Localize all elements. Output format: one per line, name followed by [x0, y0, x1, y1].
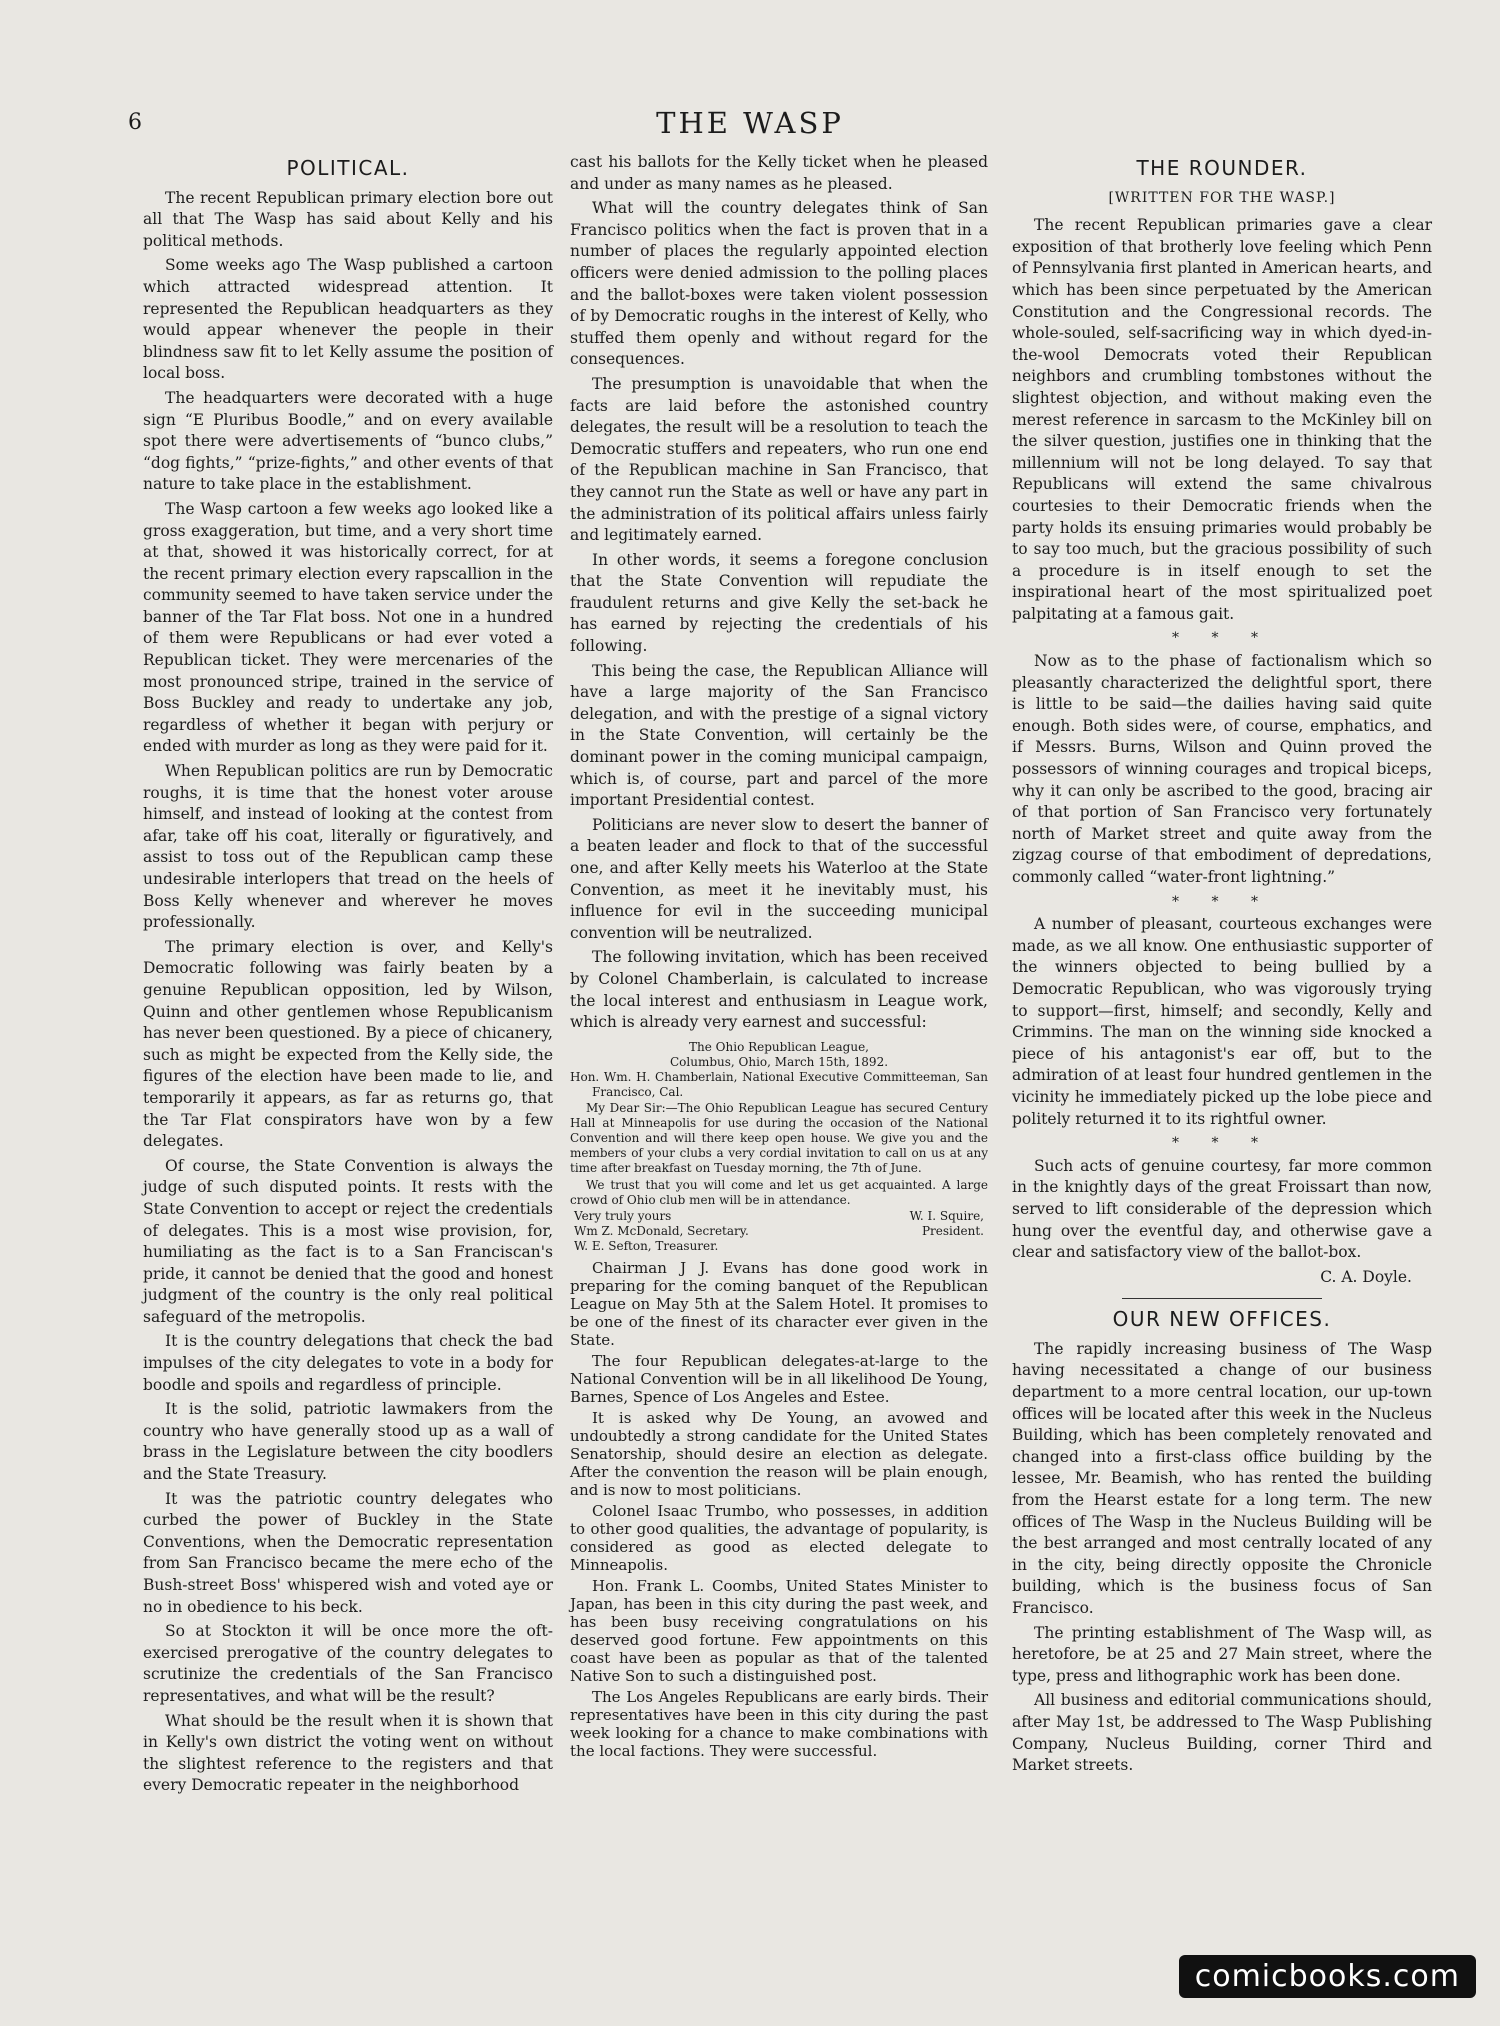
political-paragraph: The headquarters were decorated with a huge sign “E Pluribus Boodle,” and on every available spot there were advertisements of “bunco clubs,” “dog fights,” “prize-fights,” and other events of that nature to take place in the establishment. — [143, 388, 553, 494]
political-continued: The following invitation, which has been received by Colonel Chamberlain, is calculated to increase the local interest and enthusiasm in League work, which is already very earnest and successful: — [570, 948, 988, 1032]
section-break: * * * — [1172, 893, 1272, 910]
political-paragraph: It was the patriotic country delegates who curbed the power of Buckley in the State Conventions, when the Democratic representation from San Francisco became the mere echo of the Bush-street Boss' whispered wish and voted aye or no in obedience to his beck. — [143, 1489, 553, 1616]
offices-paragraph: The printing establishment of The Wasp will, as heretofore, be at 25 and 27 Main street, where the type, press and lithographic work has been done. — [1012, 1623, 1432, 1685]
invitation-letter — [570, 1040, 988, 1255]
letter-signoff — [570, 1224, 988, 1239]
political-note: It is asked why De Young, an avowed and undoubtedly a strong candidate for the United States Senatorship, should desire an election as delegate. After the convention the reason will be plain enough, and is now to most politicians. — [570, 1408, 988, 1499]
masthead: THE WASP — [656, 106, 844, 140]
section-break: * * * — [1172, 1135, 1272, 1152]
divider — [1122, 1298, 1322, 1299]
rounder-paragraph: Such acts of genuine courtesy, far more common in the knightly days of the great Froissart than now, served to lift considerable of the depression which hung over the eventful day, and otherwise gave a clear and satisfactory view of the ballot-box. — [1012, 1156, 1432, 1262]
letter-body: We trust that you will come and let us get acquainted. A large crowd of Ohio club men will be in attendance. — [570, 1177, 988, 1207]
political-heading: POLITICAL. — [286, 156, 410, 180]
political-continued: The presumption is unavoidable that when the facts are laid before the astonished country delegates, the result will be a resolution to teach the Democratic stuffers and repeaters, who run one end of the Republican machine in San Francisco, that they cannot run the State as well or have any part in the administration of its political affairs unless fairly and legitimately earned. — [570, 374, 988, 545]
letter-addressee: Hon. Wm. H. Chamberlain, National Executive Committeeman, San Francisco, Cal. — [570, 1070, 988, 1100]
letter-signer-title: President. — [921, 1224, 984, 1239]
political-paragraph: It is the solid, patriotic lawmakers from the country who have generally stood up as a wall of brass in the Legislature between the city boodlers and the State Treasury. — [143, 1400, 553, 1484]
letter-body: My Dear Sir:—The Ohio Republican League has secured Century Hall at Minneapolis for use during the occasion of the National Convention and will there keep open house. We give you and the members of your clubs a very cordial invitation to call on us at any time after breakfast on Tuesday morning, the 7th of June. — [570, 1100, 988, 1176]
political-note: The four Republican delegates-at-large to the National Convention will be in all likelihood De Young, Barnes, Spence of Los Angeles and Estee. — [570, 1351, 988, 1406]
political-paragraph: What should be the result when it is shown that in Kelly's own district the voting went on without the slightest reference to the registers and that every Democratic repeater in the neighborhood — [143, 1711, 553, 1795]
political-paragraph: The primary election is over, and Kelly's Democratic following was fairly beaten by a genuine Republican opposition, led by Wilson, Quinn and other gentlemen whose Republicanism has never been questioned. By a piece of chicanery, such as might be expected from the Kelly side, the figures of the election have been made to lie, and temporarily it appears, as far as returns go, that the Tar Flat conspirators have won by a few delegates. — [143, 937, 553, 1151]
political-continued: In other words, it seems a foregone conclusion that the State Convention will repudiate the fraudulent returns and give Kelly the set-back he has earned by rejecting the credentials of his following. — [570, 550, 988, 656]
column-3 — [1012, 152, 1432, 1780]
column-1 — [143, 152, 553, 1800]
letter-signer: Wm Z. McDonald, Secretary. — [574, 1224, 749, 1239]
political-note: Colonel Isaac Trumbo, who possesses, in addition to other good qualities, the advantage of popularity, is considered as good as elected delegate to Minneapolis. — [570, 1501, 988, 1574]
political-paragraph: The recent Republican primary election bore out all that The Wasp has said about Kelly and his political methods. — [143, 188, 553, 250]
political-paragraph: The Wasp cartoon a few weeks ago looked like a gross exaggeration, but time, and a very short time at that, showed it was historically correct, for at the recent primary election every rapscallion in the community seemed to have taken service under the banner of the Tar Flat boss. Not one in a hundred of them were Republicans or had ever voted a Republican ticket. They were mercenaries of the most pronounced stripe, trained in the service of Boss Buckley and ready to undertake any job, regardless of whether it began with perjury or ended with murder as long as they were paid for it. — [143, 499, 553, 756]
political-note: The Los Angeles Republicans are early birds. Their representatives have been in this city during the past week looking for a chance to make combinations with the local factions. They were successful. — [570, 1687, 988, 1760]
rounder-heading: THE ROUNDER. — [1136, 156, 1308, 180]
political-notes — [570, 1259, 988, 1760]
political-note: Chairman J J. Evans has done good work in preparing for the coming banquet of the Republican League on May 5th at the Salem Hotel. It promises to be one of the finest of its character ever given in the State. — [570, 1258, 988, 1349]
column-2 — [570, 152, 988, 1763]
letter-signoff — [570, 1209, 988, 1224]
letter-closing: Very truly yours — [574, 1208, 672, 1223]
letter-dateline: Columbus, Ohio, March 15th, 1892. — [669, 1054, 889, 1069]
political-paragraph: It is the country delegations that check the bad impulses of the city delegates to vote in a body for boodle and spoils and regardless of principle. — [143, 1332, 553, 1394]
rounder-paragraph: Now as to the phase of factionalism which so pleasantly characterized the delightful sport, there is little to be said—the dailies having said quite enough. Both sides were, of course, emphatics, and if Messrs. Burns, Wilson and Quinn proved the possessors of winning courages and tropical biceps, why it can only be ascribed to the good, bracing air of that portion of San Francisco very fortunately north of Market street and quite away from the zigzag course of that embodiment of depredations, commonly called “water-front lightning.” — [1012, 652, 1432, 886]
offices-heading: OUR NEW OFFICES. — [1112, 1307, 1332, 1332]
political-paragraph: So at Stockton it will be once more the oft-exercised prerogative of the country delegates to scrutinize the credentials of the San Francisco representatives, and what will be the result? — [143, 1622, 553, 1705]
letter-signer: W. I. Squire, — [909, 1208, 984, 1223]
political-paragraph: Of course, the State Convention is always the judge of such disputed points. It rests with the State Convention to accept or reject the credentials of delegates. This is a most wise provision, for, humiliating as the fact is to a San Franciscan's pride, it cannot be denied that the good and honest judgment of the country is the only real political safeguard of the metropolis. — [143, 1156, 553, 1326]
offices-paragraph: The rapidly increasing business of The Wasp having necessitated a change of our business department to a more central location, our up-town offices will be located after this week in the Nucleus Building, which has been completely renovated and changed into a first-class office building by the lessee, Mr. Beamish, who has rented the building from the Hearst estate for a long term. The new offices of The Wasp in the Nucleus Building will be the best arranged and most centrally located of any in the city, being directly opposite the Chronicle building, which is the business focus of San Francisco. — [1012, 1339, 1432, 1617]
political-paragraph: When Republican politics are run by Democratic roughs, it is time that the honest voter arouse himself, and instead of looking at the contest from afar, take off his coat, literally or figuratively, and assist to toss out of the Republican camp these undesirable interlopers that tread on the heels of Boss Kelly whenever and wherever he moves professionally. — [143, 762, 553, 932]
political-continued: This being the case, the Republican Alliance will have a large majority of the San Francisco delegation, and with the prestige of a signal victory in the State Convention, will certainly be the dominant power in the coming municipal campaign, which is, of course, part and parcel of the more important Presidential contest. — [570, 661, 988, 810]
political-note: Hon. Frank L. Coombs, United States Minister to Japan, has been in this city during the past week, and has been busy receiving congratulations on his deserved good fortune. Few appointments on this coast have been as popular as that of the talented Native Son to such a distinguished post. — [570, 1576, 988, 1685]
page-number: 6 — [128, 110, 142, 135]
political-continued: Politicians are never slow to desert the banner of a beaten leader and flock to that of the successful one, and after Kelly meets his Waterloo at the State Convention, as meet it he inevitably must, his influence for evil in the succeeding municipal convention will be neutralized. — [570, 815, 988, 942]
rounder-paragraph: A number of pleasant, courteous exchanges were made, as we all know. One enthusiastic supporter of the winners objected to being bullied by a Democratic Republican, who was vigorously trying to support—first, himself; and secondly, Kelly and Crimmins. The man on the winning side knocked a piece of his antagonist's ear off, but to the admiration of at least four hundred gentlemen in the vicinity he immediately picked up the lobe piece and politely returned it to its rightful owner. — [1012, 915, 1432, 1128]
letter-letterhead: The Ohio Republican League, — [689, 1039, 869, 1054]
rounder-byline: [WRITTEN FOR THE WASP.] — [1108, 189, 1336, 206]
political-paragraph: Some weeks ago The Wasp published a cartoon which attracted widespread attention. It represented the Republican headquarters as they would appear whenever the people in their blindness saw fit to let Kelly assume the position of local boss. — [143, 256, 553, 383]
offices-paragraph: All business and editorial communications should, after May 1st, be addressed to The Wasp Publishing Company, Nucleus Building, corner Third and Market streets. — [1012, 1691, 1432, 1775]
letter-signer: W. E. Sefton, Treasurer. — [574, 1239, 719, 1254]
section-break: * * * — [1172, 630, 1272, 647]
political-continued: cast his ballots for the Kelly ticket when he pleased and under as many names as he pleased. — [570, 153, 988, 193]
rounder-paragraph: The recent Republican primaries gave a clear exposition of that brotherly love feeling which Penn of Pennsylvania first planted in American hearts, and which has been since perpetuated by the American Constitution and the Congressional records. The whole-souled, self-sacrificing way in which dyed-in-the-wool Democrats voted their Republican neighbors and crumbling tombstones without the slightest objection, and without making even the merest reference in sarcasm to the McKinley bill on the silver question, justifies one in thinking that the millennium will not be long delayed. To say that Republicans will extend the same chivalrous courtesies to their Democratic friends when the party holds its ensuing primaries would probably be to say too much, but the gracious possibility of such a procedure is in itself enough to set the inspirational heart of the most spiritualized poet palpitating at a famous gait. — [1012, 216, 1432, 623]
political-continued: What will the country delegates think of San Francisco politics when the fact is proven that in a number of places the regularly appointed election officers were denied admission to the polling places and the ballot-boxes were taken violent possession of by Democratic roughs in the interest of Kelly, who stuffed them openly and without regard for the consequences. — [570, 199, 988, 369]
site-watermark: comicbooks.com — [1179, 1955, 1476, 1998]
rounder-signature: C. A. Doyle. — [1320, 1267, 1412, 1286]
